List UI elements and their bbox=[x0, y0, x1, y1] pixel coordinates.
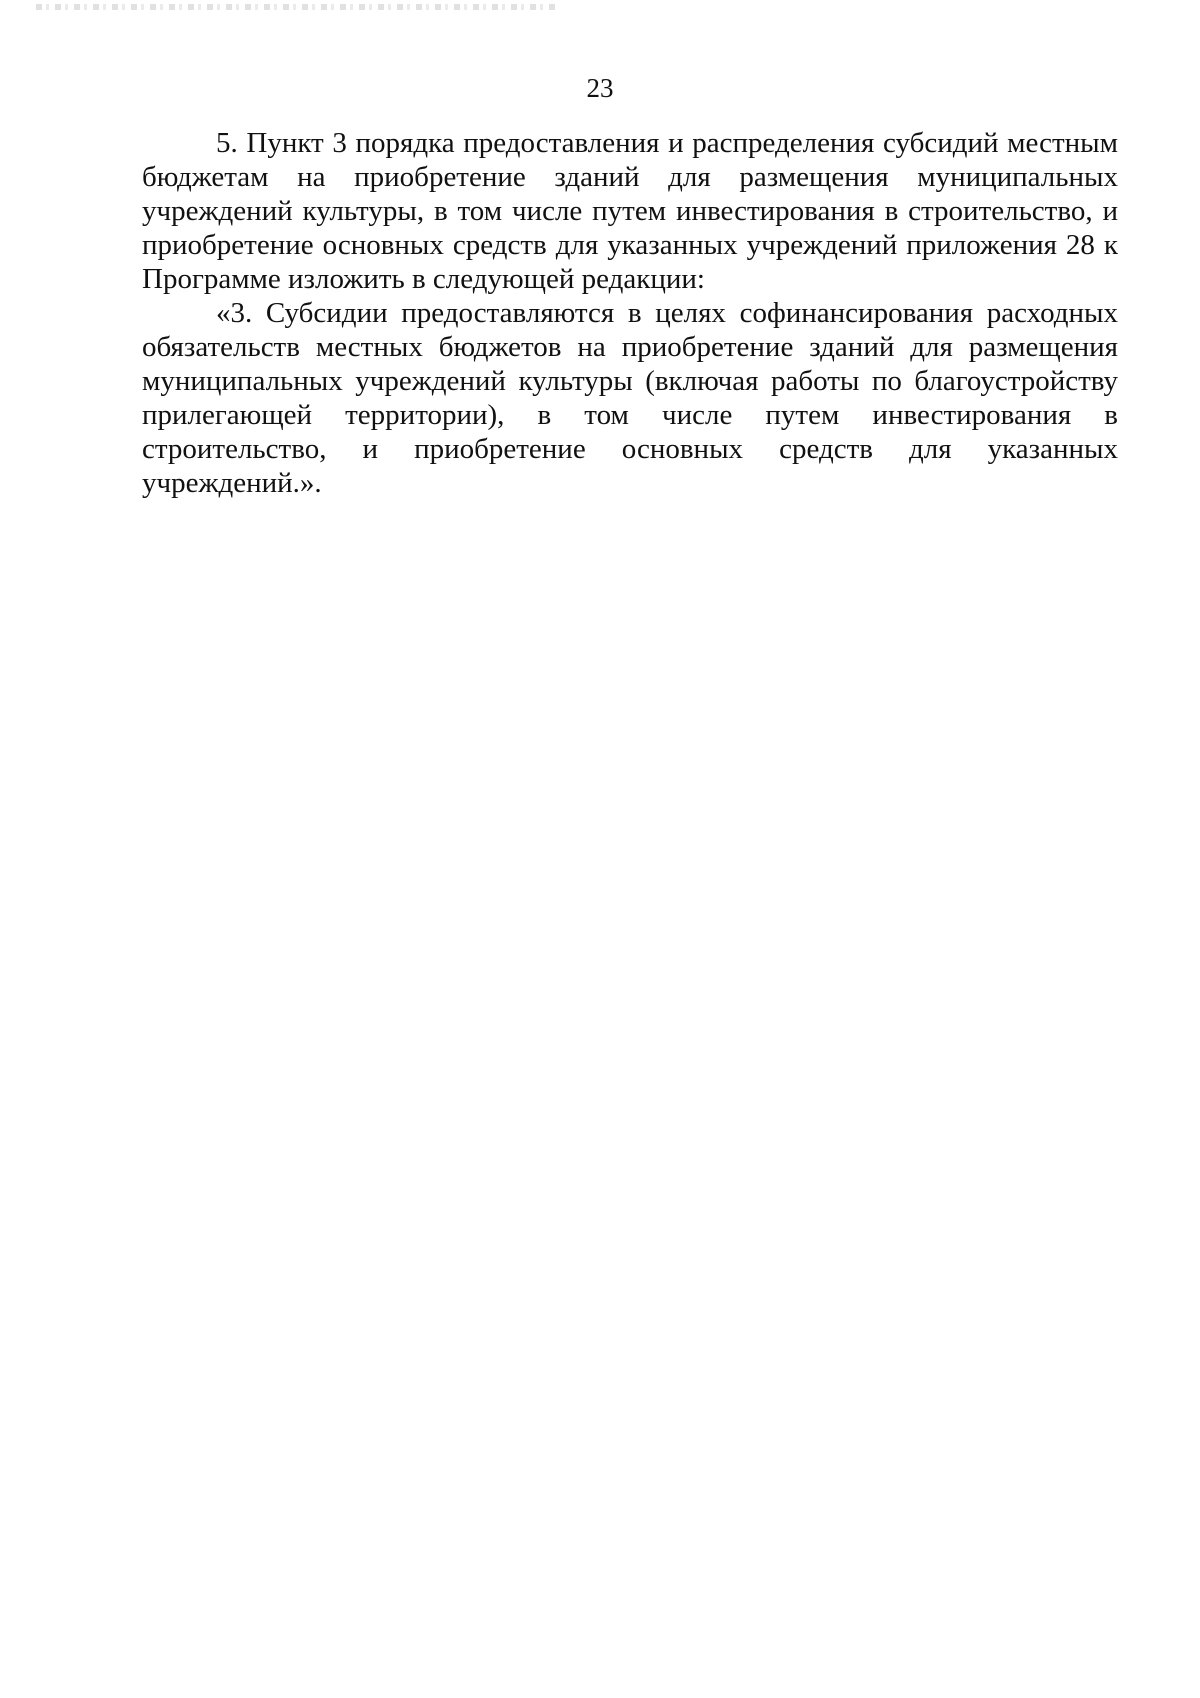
scan-artifact bbox=[36, 4, 556, 10]
document-body bbox=[142, 126, 1118, 500]
paragraph-amendment-intro: 5. Пункт 3 порядка предоставления и распределения субсидий местным бюджетам на приобретение зданий для размещения муниципальных учреждений культуры, в том числе путем инвестирования в строительство, и приобретение основных средств для указанных учреждений приложения 28 к Программе изложить в следующей редакции: bbox=[142, 127, 1118, 295]
paragraph-amendment-text: «3. Субсидии предоставляются в целях софинансирования расходных обязательств местных бюджетов на приобретение зданий для размещения муниципальных учреждений культуры (включая работы по благоустройству прилегающей территории), в том числе путем инвестирования в строительство, и приобретение основных средств для указанных учреждений.». bbox=[142, 297, 1118, 499]
page-number: 23 bbox=[586, 73, 614, 103]
